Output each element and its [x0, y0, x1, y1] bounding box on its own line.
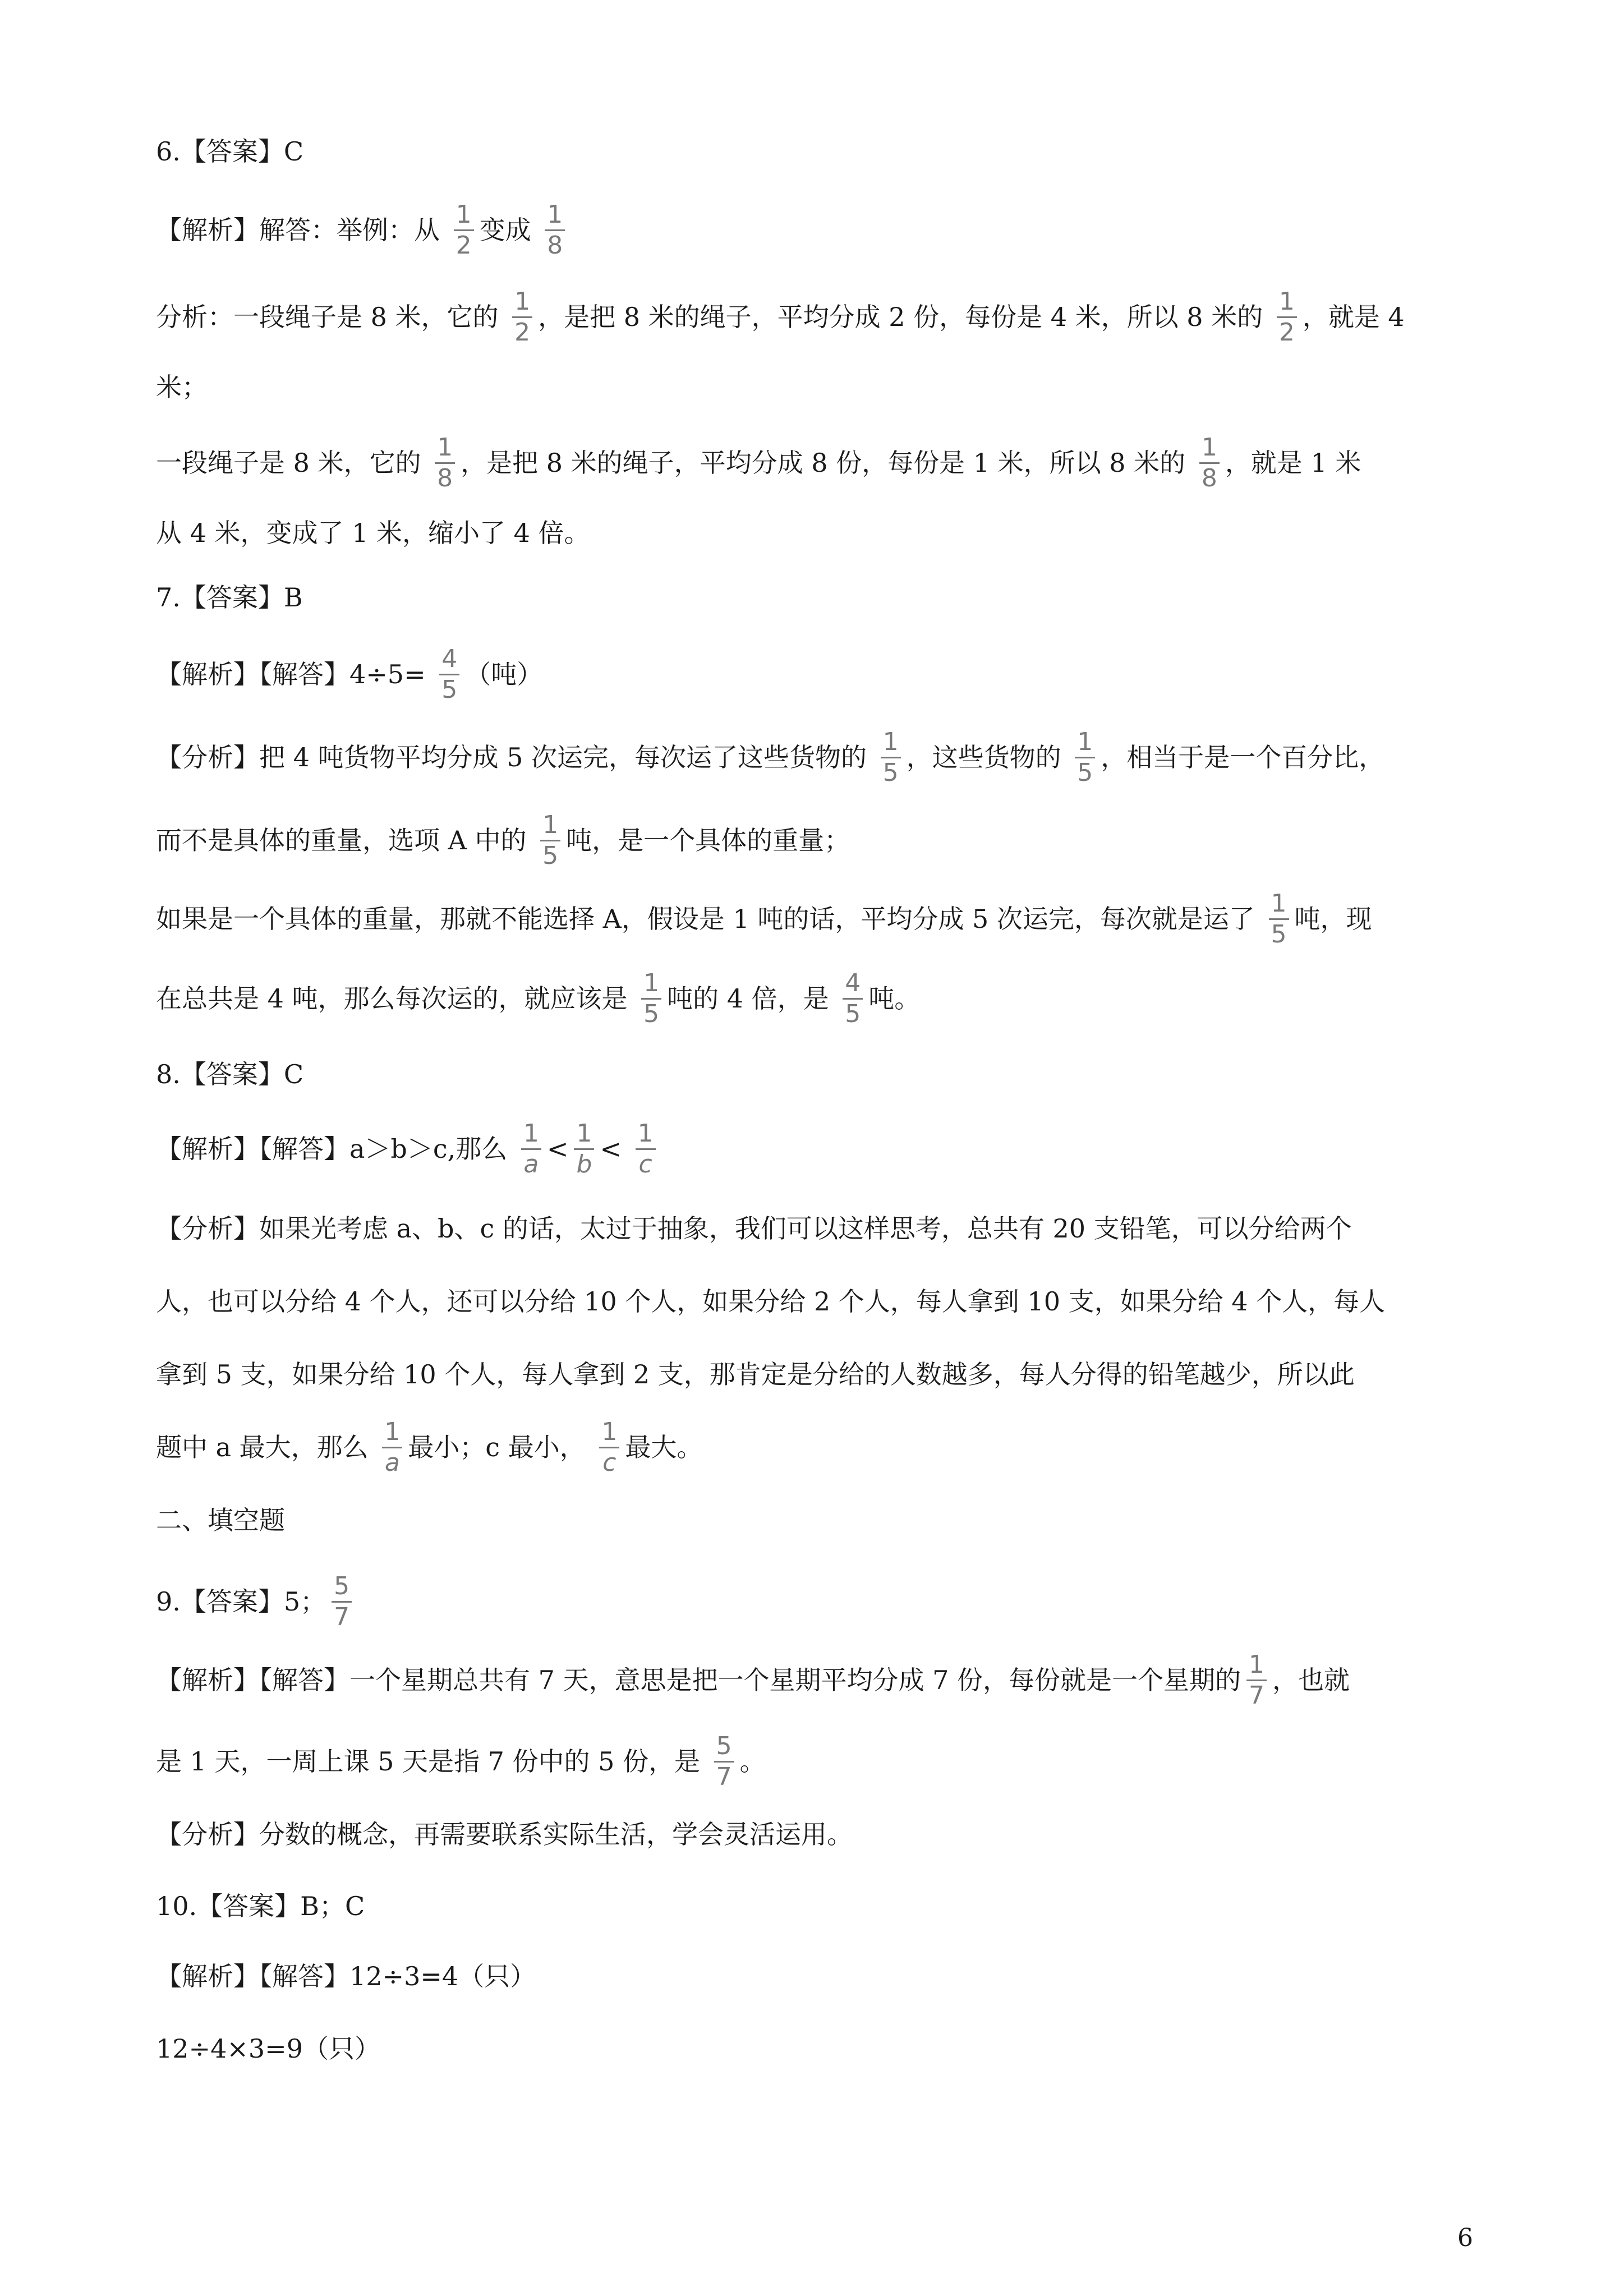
text-line [156, 1731, 1480, 1792]
fraction-denominator: 8 [1201, 463, 1217, 493]
text-line [156, 567, 1480, 628]
fraction-numerator: 1 [599, 1418, 619, 1448]
fraction-denominator: 5 [542, 841, 559, 870]
fraction-denominator: 2 [456, 231, 472, 260]
text-line [156, 1489, 1480, 1551]
text-run: 如果是一个具体的重量，那就不能选择 A，假设是 1 吨的话，平均分成 5 次运完，每次就是运了 [156, 904, 1263, 934]
fraction-numerator: 1 [641, 969, 661, 1000]
text-run: 是 1 天，一周上课 5 天是指 7 份中的 5 份，是 [156, 1746, 709, 1777]
text-run: 最小；c 最小， [408, 1432, 594, 1462]
text-line [156, 121, 1480, 182]
text-run: 【解析】【解答】a＞b＞c,那么 [156, 1134, 516, 1164]
fraction-numerator: 1 [1269, 889, 1289, 920]
fraction [512, 287, 532, 347]
fraction [1277, 287, 1297, 347]
text-run: 8.【答案】C [156, 1059, 304, 1089]
fraction-denominator: a [384, 1448, 400, 1477]
fraction-numerator: 1 [382, 1418, 402, 1448]
fraction [1075, 728, 1095, 788]
text-line [156, 199, 1480, 261]
fraction [332, 1572, 352, 1632]
fraction-denominator: 5 [845, 999, 861, 1028]
text-run: 【解析】【解答】4÷5= [156, 659, 434, 689]
text-line [156, 1198, 1480, 1259]
page-number: 6 [1457, 2224, 1473, 2252]
fraction-numerator: 1 [1075, 728, 1095, 758]
fraction [881, 728, 901, 788]
text-run: 9.【答案】5； [156, 1586, 326, 1617]
fraction-denominator: 7 [716, 1762, 732, 1791]
fraction-denominator: a [523, 1149, 539, 1179]
text-run: 10.【答案】B；C [156, 1891, 365, 1921]
text-run: ，就是 4 [1302, 302, 1405, 332]
fraction-numerator: 1 [545, 200, 565, 231]
text-run: ，相当于是一个百分比， [1101, 742, 1385, 772]
fraction-numerator: 5 [714, 1732, 734, 1763]
fraction [382, 1418, 402, 1478]
text-run: 最大。 [625, 1432, 703, 1462]
text-line [156, 1118, 1480, 1180]
text-line [156, 1343, 1480, 1405]
text-line [156, 809, 1480, 871]
text-line [156, 1875, 1480, 1937]
fraction-numerator: 1 [1246, 1650, 1267, 1681]
text-run: （吨） [465, 659, 543, 689]
text-run: 题中 a 最大，那么 [156, 1432, 377, 1462]
text-line [156, 1945, 1480, 2007]
fraction [714, 1732, 734, 1792]
text-run: ，这些货物的 [906, 742, 1070, 772]
text-line [156, 643, 1480, 705]
text-run: 【解析】解答：举例：从 [156, 215, 448, 245]
text-run: 从 4 米，变成了 1 米，缩小了 4 倍。 [156, 518, 590, 548]
text-run: 【分析】把 4 吨货物平均分成 5 次运完，每次运了这些货物的 [156, 742, 875, 772]
fraction-numerator: 1 [512, 287, 532, 318]
fraction-denominator: 5 [441, 675, 458, 704]
fraction-denominator: 7 [1249, 1681, 1265, 1710]
text-line [156, 502, 1480, 564]
text-run: 吨，是一个具体的重量； [566, 825, 850, 855]
text-line [156, 726, 1480, 788]
fraction-denominator: b [576, 1149, 592, 1179]
text-run: 变成 [479, 215, 540, 245]
fraction-denominator: c [602, 1448, 617, 1477]
fraction-denominator: 5 [643, 999, 660, 1028]
text-line [156, 1571, 1480, 1632]
text-line [156, 1043, 1480, 1105]
text-run: ，也就 [1272, 1665, 1350, 1695]
text-run: 吨的 4 倍，是 [667, 983, 838, 1014]
text-run: 人，也可以分给 4 个人，还可以分给 10 个人，如果分给 2 个人，每人拿到 10 支，如果分给 4 个人，每人 [156, 1286, 1386, 1317]
fraction [574, 1119, 594, 1179]
fraction-numerator: 1 [454, 200, 474, 231]
text-run: 米； [156, 372, 208, 402]
fraction-denominator: 2 [514, 318, 531, 347]
text-run: 【分析】如果光考虑 a、b、c 的话，太过于抽象，我们可以这样思考，总共有 20 支铅笔，可以分给两个 [156, 1213, 1352, 1244]
fraction [599, 1418, 619, 1478]
text-run: ，是把 8 米的绳子，平均分成 8 份，每份是 1 米，所以 8 米的 [461, 448, 1194, 478]
fraction-numerator: 4 [843, 969, 863, 1000]
fraction [1246, 1650, 1267, 1710]
text-run: 在总共是 4 吨，那么每次运的，就应该是 [156, 983, 636, 1014]
fraction-numerator: 5 [332, 1572, 352, 1603]
fraction-numerator: 1 [521, 1119, 541, 1150]
text-line [156, 1649, 1480, 1711]
text-line [156, 356, 1480, 418]
fraction-denominator: 7 [334, 1602, 350, 1631]
fraction-numerator: 1 [1199, 433, 1220, 464]
text-run: < [546, 1134, 569, 1164]
text-line [156, 432, 1480, 494]
text-run: 12÷4×3=9（只） [156, 2033, 380, 2064]
fraction-numerator: 1 [881, 728, 901, 758]
fraction-denominator: 8 [547, 231, 563, 260]
fraction-numerator: 1 [636, 1119, 656, 1150]
text-run: 【解析】【解答】一个星期总共有 7 天，意思是把一个星期平均分成 7 份，每份就是一个星期的 [156, 1665, 1241, 1695]
fraction [439, 645, 459, 705]
text-run: ，是把 8 米的绳子，平均分成 2 份，每份是 4 米，所以 8 米的 [538, 302, 1271, 332]
text-run: 【分析】分数的概念，再需要联系实际生活，学会灵活运用。 [156, 1819, 853, 1849]
fraction-numerator: 1 [1277, 287, 1297, 318]
text-run: 吨。 [868, 983, 921, 1014]
fraction [540, 811, 560, 871]
fraction [636, 1119, 656, 1179]
fraction [454, 200, 474, 260]
text-run: 吨，现 [1294, 904, 1372, 934]
text-line [156, 888, 1480, 950]
fraction [1269, 889, 1289, 949]
text-run: 二、填空题 [156, 1505, 285, 1535]
text-run: 一段绳子是 8 米，它的 [156, 448, 430, 478]
fraction-numerator: 1 [435, 433, 455, 464]
text-run: 6.【答案】C [156, 136, 304, 167]
text-run: 7.【答案】B [156, 582, 303, 613]
text-line [156, 2018, 1480, 2079]
fraction [521, 1119, 541, 1179]
text-run: 而不是具体的重量，选项 A 中的 [156, 825, 535, 855]
text-line [156, 1271, 1480, 1332]
fraction [641, 969, 661, 1029]
text-run: 分析：一段绳子是 8 米，它的 [156, 302, 507, 332]
fraction-denominator: 8 [437, 463, 453, 493]
fraction [545, 200, 565, 260]
text-line [156, 286, 1480, 348]
text-line [156, 1416, 1480, 1478]
text-run: ，就是 1 米 [1225, 448, 1361, 478]
text-line [156, 968, 1480, 1029]
fraction-numerator: 1 [540, 811, 560, 841]
text-run: 拿到 5 支，如果分给 10 个人，每人拿到 2 支，那肯定是分给的人数越多，每人分得的铅笔越少，所以此 [156, 1359, 1355, 1389]
fraction [1199, 433, 1220, 493]
fraction-denominator: 5 [882, 758, 899, 787]
text-run: < [600, 1134, 630, 1164]
text-run: 。 [739, 1746, 766, 1777]
text-run: 【解析】【解答】12÷3=4（只） [156, 1961, 536, 1991]
fraction-numerator: 1 [574, 1119, 594, 1150]
fraction-denominator: 2 [1278, 318, 1295, 347]
fraction-denominator: c [638, 1149, 652, 1179]
fraction [843, 969, 863, 1029]
fraction-denominator: 5 [1271, 919, 1287, 949]
fraction-denominator: 5 [1077, 758, 1093, 787]
text-line [156, 1803, 1480, 1865]
fraction-numerator: 4 [439, 645, 459, 675]
fraction [435, 433, 455, 493]
